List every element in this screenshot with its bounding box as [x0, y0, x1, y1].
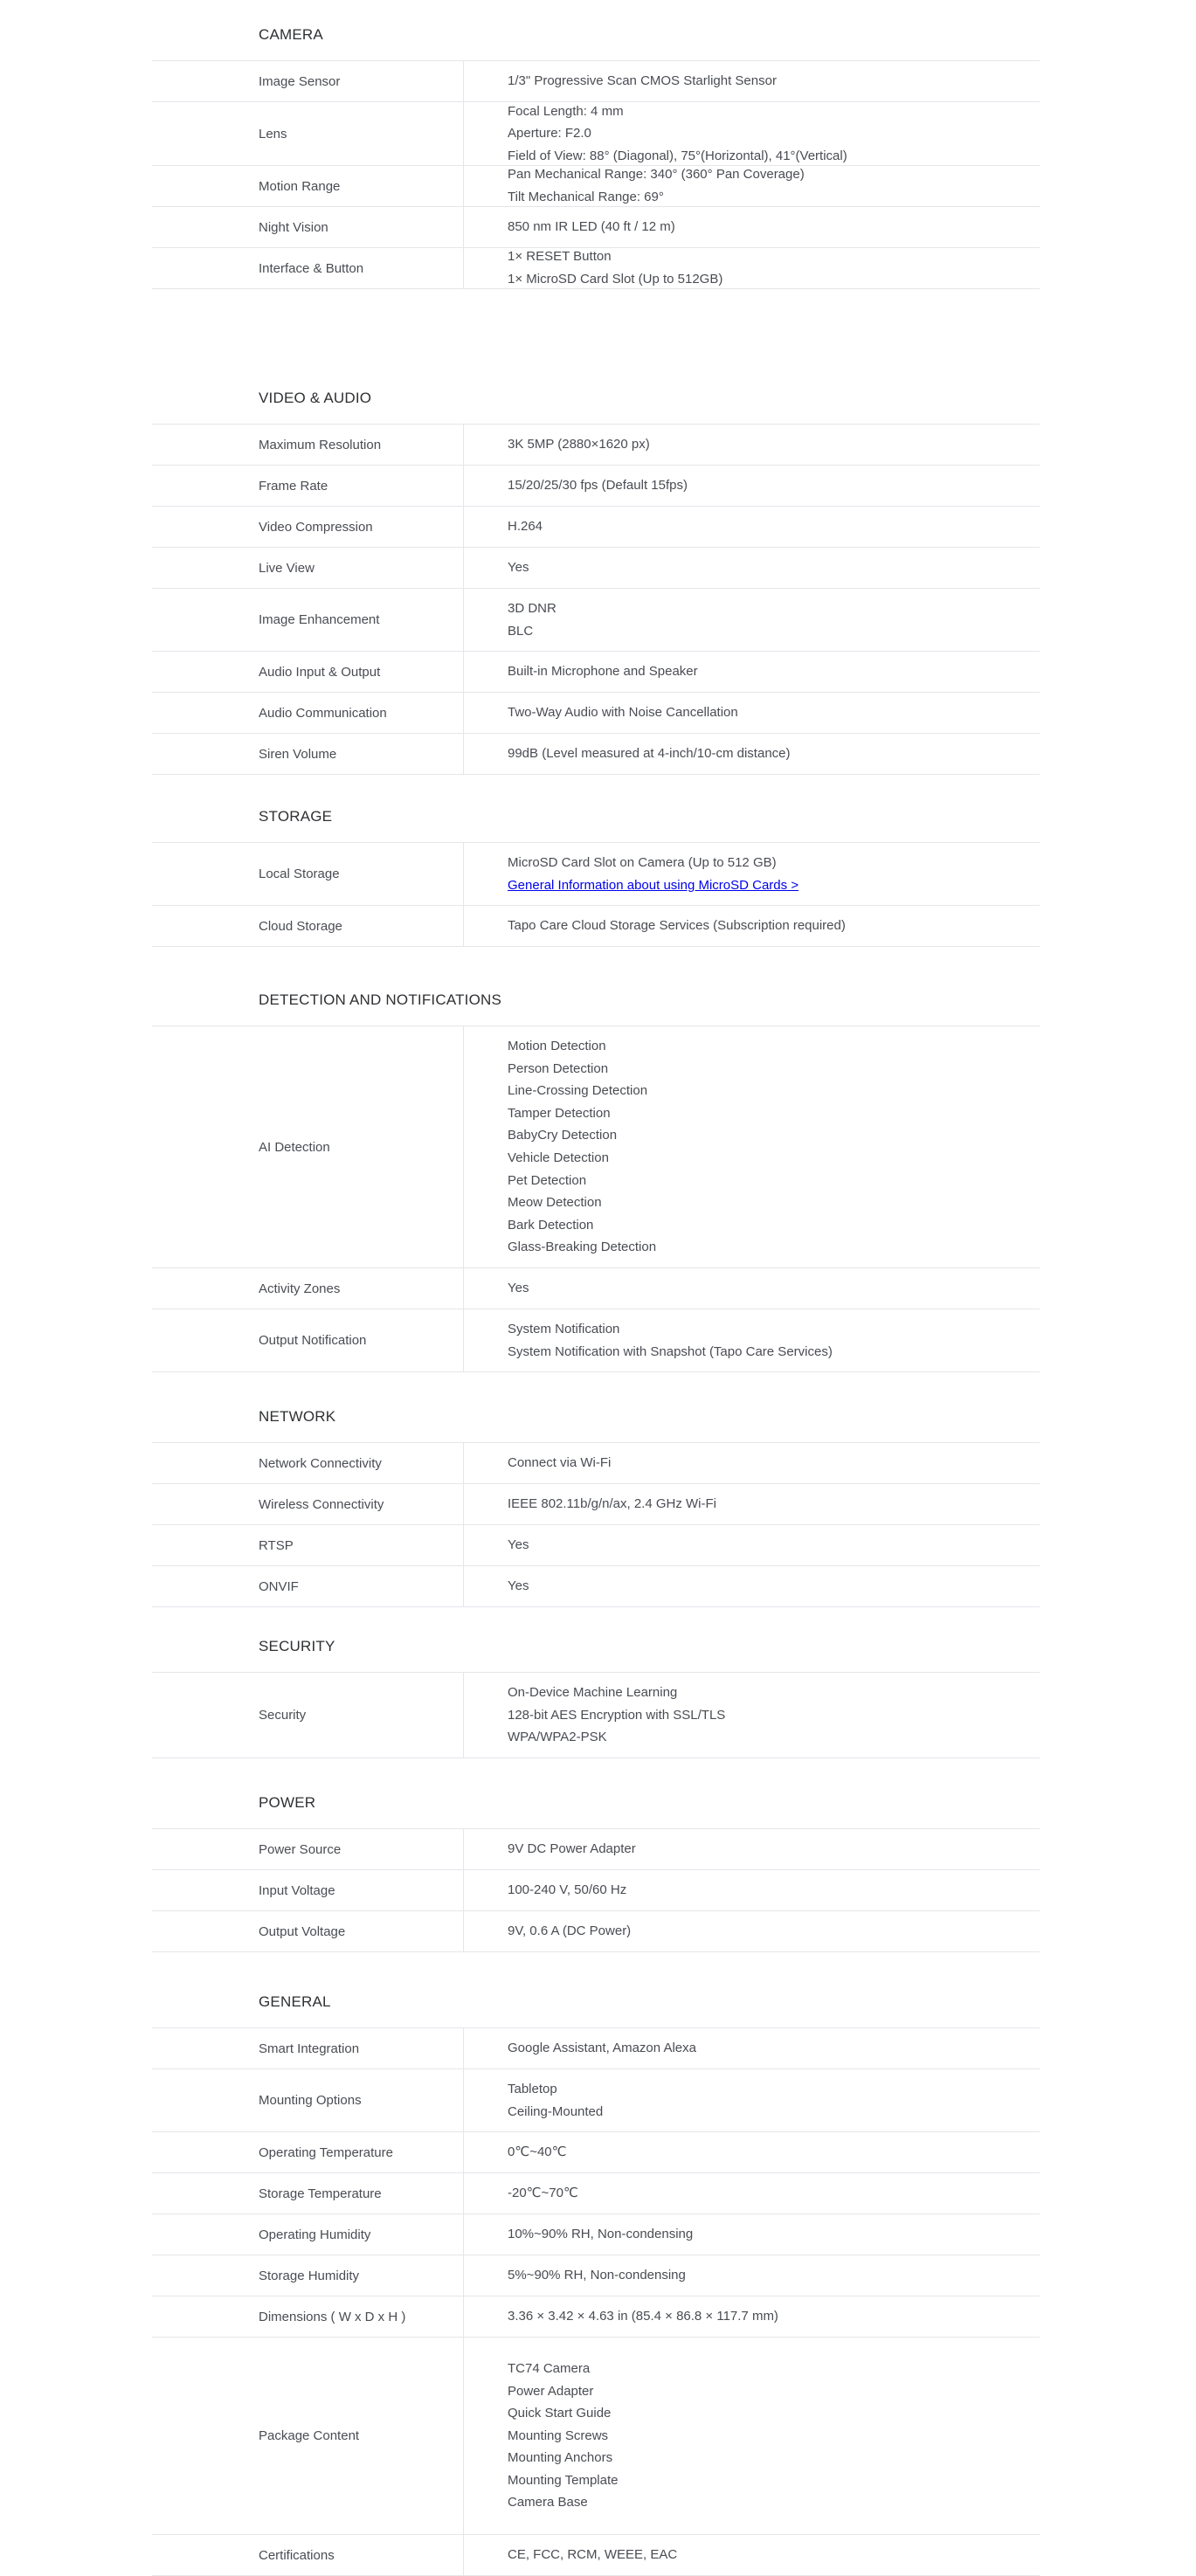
- spec-value-line: Aperture: F2.0: [508, 126, 591, 142]
- spec-row-rtsp: [152, 1525, 1040, 1566]
- spec-value: [464, 1566, 1040, 1606]
- spec-row-ai-detection: [152, 1026, 1040, 1268]
- section-title: STORAGE: [152, 791, 1040, 843]
- spec-row-cloud-storage: [152, 906, 1040, 947]
- spec-section-storage: [152, 791, 1040, 947]
- spec-value-line: 9V DC Power Adapter: [508, 1841, 636, 1857]
- spec-value-line: 128-bit AES Encryption with SSL/TLS: [508, 1707, 726, 1723]
- spec-section-camera: [152, 9, 1040, 289]
- spec-label: Activity Zones: [152, 1268, 464, 1309]
- spec-label: Dimensions ( W x D x H ): [152, 2296, 464, 2337]
- spec-row-night-vision: [152, 207, 1040, 248]
- spec-label: Local Storage: [152, 843, 464, 905]
- spec-label: Lens: [152, 102, 464, 165]
- spec-value-line: WPA/WPA2-PSK: [508, 1730, 607, 1745]
- spec-value-line: 3D DNR: [508, 600, 557, 616]
- spec-value-line: Tabletop: [508, 2081, 557, 2096]
- spec-value-line: 850 nm IR LED (40 ft / 12 m): [508, 219, 675, 235]
- spec-row-live-view: [152, 548, 1040, 589]
- spec-value-line: System Notification with Snapshot (Tapo Care Services): [508, 1343, 833, 1359]
- spec-section-video-audio: [152, 372, 1040, 775]
- spec-value: [464, 652, 1040, 692]
- section-title: SECURITY: [152, 1620, 1040, 1673]
- spec-value-line: System Notification: [508, 1321, 620, 1336]
- section-title: VIDEO & AUDIO: [152, 372, 1040, 425]
- spec-section-general: [152, 1976, 1040, 2576]
- spec-value: [464, 1309, 1040, 1371]
- spec-label: Operating Temperature: [152, 2132, 464, 2172]
- spec-label: Input Voltage: [152, 1870, 464, 1910]
- spec-value: [464, 2069, 1040, 2131]
- spec-label: ONVIF: [152, 1566, 464, 1606]
- spec-section-network: [152, 1391, 1040, 1607]
- spec-row-onvif: [152, 1566, 1040, 1607]
- spec-value: [464, 589, 1040, 651]
- spec-value-line: Bark Detection: [508, 1217, 594, 1233]
- spec-value-line: Meow Detection: [508, 1195, 602, 1211]
- spec-value: [464, 734, 1040, 774]
- spec-value-line: 10%~90% RH, Non-condensing: [508, 2227, 694, 2242]
- spec-label: Image Enhancement: [152, 589, 464, 651]
- spec-value: [464, 425, 1040, 465]
- spec-value: [464, 207, 1040, 247]
- spec-value-line: 100-240 V, 50/60 Hz: [508, 1882, 627, 1898]
- spec-section-security: [152, 1620, 1040, 1758]
- spec-value-line: Google Assistant, Amazon Alexa: [508, 2041, 696, 2056]
- section-title: CAMERA: [152, 9, 1040, 61]
- spec-row-certifications: [152, 2535, 1040, 2576]
- section-title: NETWORK: [152, 1391, 1040, 1443]
- spec-value: [464, 1484, 1040, 1524]
- spec-row-network-connectivity: [152, 1443, 1040, 1484]
- spec-row-siren-volume: [152, 734, 1040, 775]
- spec-value-line: Field of View: 88° (Diagonal), 75°(Horizontal), 41°(Vertical): [508, 148, 847, 163]
- spec-value-line: 3.36 × 3.42 × 4.63 in (85.4 × 86.8 × 117.7 mm): [508, 2309, 778, 2324]
- spec-value: [464, 2535, 1040, 2575]
- spec-value-line: 0℃~40℃: [508, 2144, 567, 2160]
- spec-value-line: Line-Crossing Detection: [508, 1083, 648, 1099]
- spec-label: Package Content: [152, 2338, 464, 2534]
- spec-section-power: [152, 1777, 1040, 1952]
- spec-row-frame-rate: [152, 466, 1040, 507]
- spec-label: Maximum Resolution: [152, 425, 464, 465]
- spec-value: [464, 1829, 1040, 1869]
- spec-value-line: H.264: [508, 519, 543, 535]
- spec-row-dimensions-w-x-d-x-h: [152, 2296, 1040, 2338]
- spec-value-line: Pet Detection: [508, 1172, 587, 1188]
- spec-value: [464, 1443, 1040, 1483]
- spec-label: Storage Humidity: [152, 2255, 464, 2296]
- spec-value-line: Mounting Anchors: [508, 2450, 613, 2466]
- spec-value-line: Glass-Breaking Detection: [508, 1240, 657, 1255]
- spec-label: Video Compression: [152, 507, 464, 547]
- spec-value-line: 1× MicroSD Card Slot (Up to 512GB): [508, 272, 723, 287]
- spec-label: Wireless Connectivity: [152, 1484, 464, 1524]
- spec-label: Network Connectivity: [152, 1443, 464, 1483]
- spec-value-line: Tapo Care Cloud Storage Services (Subscription required): [508, 918, 846, 934]
- spec-label: Operating Humidity: [152, 2214, 464, 2255]
- spec-value-line: TC74 Camera: [508, 2360, 591, 2376]
- spec-value-line: Connect via Wi-Fi: [508, 1455, 612, 1471]
- spec-value: [464, 1911, 1040, 1951]
- spec-row-image-enhancement: [152, 589, 1040, 652]
- spec-value: [464, 548, 1040, 588]
- spec-label: Cloud Storage: [152, 906, 464, 946]
- spec-value-line: Yes: [508, 560, 529, 576]
- spec-label: Certifications: [152, 2535, 464, 2575]
- spec-value: [464, 1673, 1040, 1758]
- spec-label: AI Detection: [152, 1026, 464, 1267]
- spec-value-line: 15/20/25/30 fps (Default 15fps): [508, 478, 688, 494]
- spec-value: [464, 102, 1040, 165]
- spec-value: [464, 61, 1040, 101]
- spec-row-security: [152, 1673, 1040, 1758]
- spec-value-line: 1× RESET Button: [508, 249, 612, 265]
- spec-value-line: 3K 5MP (2880×1620 px): [508, 437, 650, 452]
- spec-value: [464, 248, 1040, 288]
- spec-row-audio-communication: [152, 693, 1040, 734]
- spec-label: Audio Input & Output: [152, 652, 464, 692]
- spec-value: [464, 2338, 1040, 2534]
- spec-row-storage-temperature: [152, 2173, 1040, 2214]
- spec-value: [464, 2132, 1040, 2172]
- spec-row-output-voltage: [152, 1911, 1040, 1952]
- spec-row-audio-input-output: [152, 652, 1040, 693]
- spec-value-line: CE, FCC, RCM, WEEE, EAC: [508, 2547, 678, 2563]
- spec-value: [464, 693, 1040, 733]
- spec-row-input-voltage: [152, 1870, 1040, 1911]
- spec-value: [464, 2255, 1040, 2296]
- spec-row-operating-temperature: [152, 2132, 1040, 2173]
- spec-row-package-content: [152, 2338, 1040, 2535]
- spec-value: [464, 2028, 1040, 2068]
- spec-label: Siren Volume: [152, 734, 464, 774]
- spec-value-line: Person Detection: [508, 1060, 609, 1076]
- spec-value: [464, 2214, 1040, 2255]
- spec-value-line: On-Device Machine Learning: [508, 1685, 678, 1701]
- spec-label: Smart Integration: [152, 2028, 464, 2068]
- spec-label: RTSP: [152, 1525, 464, 1565]
- spec-row-motion-range: [152, 166, 1040, 207]
- microsd-info-link[interactable]: General Information about using MicroSD Cards >: [508, 877, 799, 893]
- spec-row-power-source: [152, 1829, 1040, 1870]
- spec-row-mounting-options: [152, 2069, 1040, 2132]
- spec-value-line: 9V, 0.6 A (DC Power): [508, 1923, 632, 1939]
- spec-value: [464, 166, 1040, 206]
- spec-value: [464, 1870, 1040, 1910]
- spec-value-line: BLC: [508, 623, 534, 639]
- spec-value-line: Two-Way Audio with Noise Cancellation: [508, 705, 738, 721]
- spec-row-video-compression: [152, 507, 1040, 548]
- spec-value: [464, 507, 1040, 547]
- spec-value-line: Mounting Template: [508, 2472, 619, 2488]
- spec-value-line: Yes: [508, 1578, 529, 1594]
- spec-row-storage-humidity: [152, 2255, 1040, 2296]
- spec-value: [464, 1268, 1040, 1309]
- spec-value: [464, 1026, 1040, 1267]
- spec-label: Live View: [152, 548, 464, 588]
- spec-row-maximum-resolution: [152, 425, 1040, 466]
- spec-value-line: Yes: [508, 1281, 529, 1296]
- spec-row-image-sensor: [152, 61, 1040, 102]
- spec-value-line: Mounting Screws: [508, 2428, 609, 2443]
- spec-label: Mounting Options: [152, 2069, 464, 2131]
- spec-value-line: Power Adapter: [508, 2383, 594, 2399]
- spec-value-line: Quick Start Guide: [508, 2406, 612, 2421]
- spec-label: Security: [152, 1673, 464, 1758]
- spec-value: [464, 1525, 1040, 1565]
- section-title: POWER: [152, 1777, 1040, 1829]
- spec-label: Output Notification: [152, 1309, 464, 1371]
- spec-row-interface-button: [152, 248, 1040, 289]
- spec-row-smart-integration: [152, 2028, 1040, 2069]
- spec-value-line: BabyCry Detection: [508, 1128, 618, 1143]
- spec-value-line: MicroSD Card Slot on Camera (Up to 512 GB): [508, 854, 777, 870]
- spec-label: Storage Temperature: [152, 2173, 464, 2213]
- spec-label: Night Vision: [152, 207, 464, 247]
- spec-section-detection-and-notifications: [152, 974, 1040, 1372]
- spec-row-activity-zones: [152, 1268, 1040, 1309]
- spec-value-line: Focal Length: 4 mm: [508, 103, 624, 119]
- spec-value-line: 99dB (Level measured at 4-inch/10-cm distance): [508, 746, 791, 762]
- spec-value-line: IEEE 802.11b/g/n/ax, 2.4 GHz Wi-Fi: [508, 1496, 716, 1512]
- spec-value: [464, 906, 1040, 946]
- spec-label: Power Source: [152, 1829, 464, 1869]
- spec-row-local-storage: [152, 843, 1040, 906]
- spec-row-output-notification: [152, 1309, 1040, 1372]
- spec-value-line: Pan Mechanical Range: 340° (360° Pan Coverage): [508, 167, 805, 183]
- section-title: GENERAL: [152, 1976, 1040, 2028]
- spec-row-lens: [152, 102, 1040, 166]
- spec-label: Frame Rate: [152, 466, 464, 506]
- spec-row-wireless-connectivity: [152, 1484, 1040, 1525]
- spec-value-line: Camera Base: [508, 2495, 588, 2510]
- spec-value-line: Ceiling-Mounted: [508, 2103, 604, 2119]
- spec-value-line: -20℃~70℃: [508, 2186, 578, 2201]
- spec-value: [464, 2173, 1040, 2213]
- section-title: DETECTION AND NOTIFICATIONS: [152, 974, 1040, 1026]
- spec-row-operating-humidity: [152, 2214, 1040, 2255]
- spec-value-line: 5%~90% RH, Non-condensing: [508, 2268, 686, 2283]
- spec-value: [464, 2296, 1040, 2337]
- spec-value: [464, 843, 1040, 905]
- spec-value-line: Yes: [508, 1537, 529, 1553]
- spec-label: Audio Communication: [152, 693, 464, 733]
- spec-label: Interface & Button: [152, 248, 464, 288]
- spec-value: [464, 466, 1040, 506]
- spec-value-line: Tilt Mechanical Range: 69°: [508, 190, 664, 204]
- spec-value-line: Tamper Detection: [508, 1105, 611, 1121]
- spec-value-line: 1/3" Progressive Scan CMOS Starlight Sensor: [508, 73, 777, 89]
- spec-label: Output Voltage: [152, 1911, 464, 1951]
- spec-value-line: Motion Detection: [508, 1039, 606, 1054]
- spec-value-line: Vehicle Detection: [508, 1150, 609, 1165]
- spec-label: Motion Range: [152, 166, 464, 206]
- spec-value-line: Built-in Microphone and Speaker: [508, 664, 698, 680]
- spec-label: Image Sensor: [152, 61, 464, 101]
